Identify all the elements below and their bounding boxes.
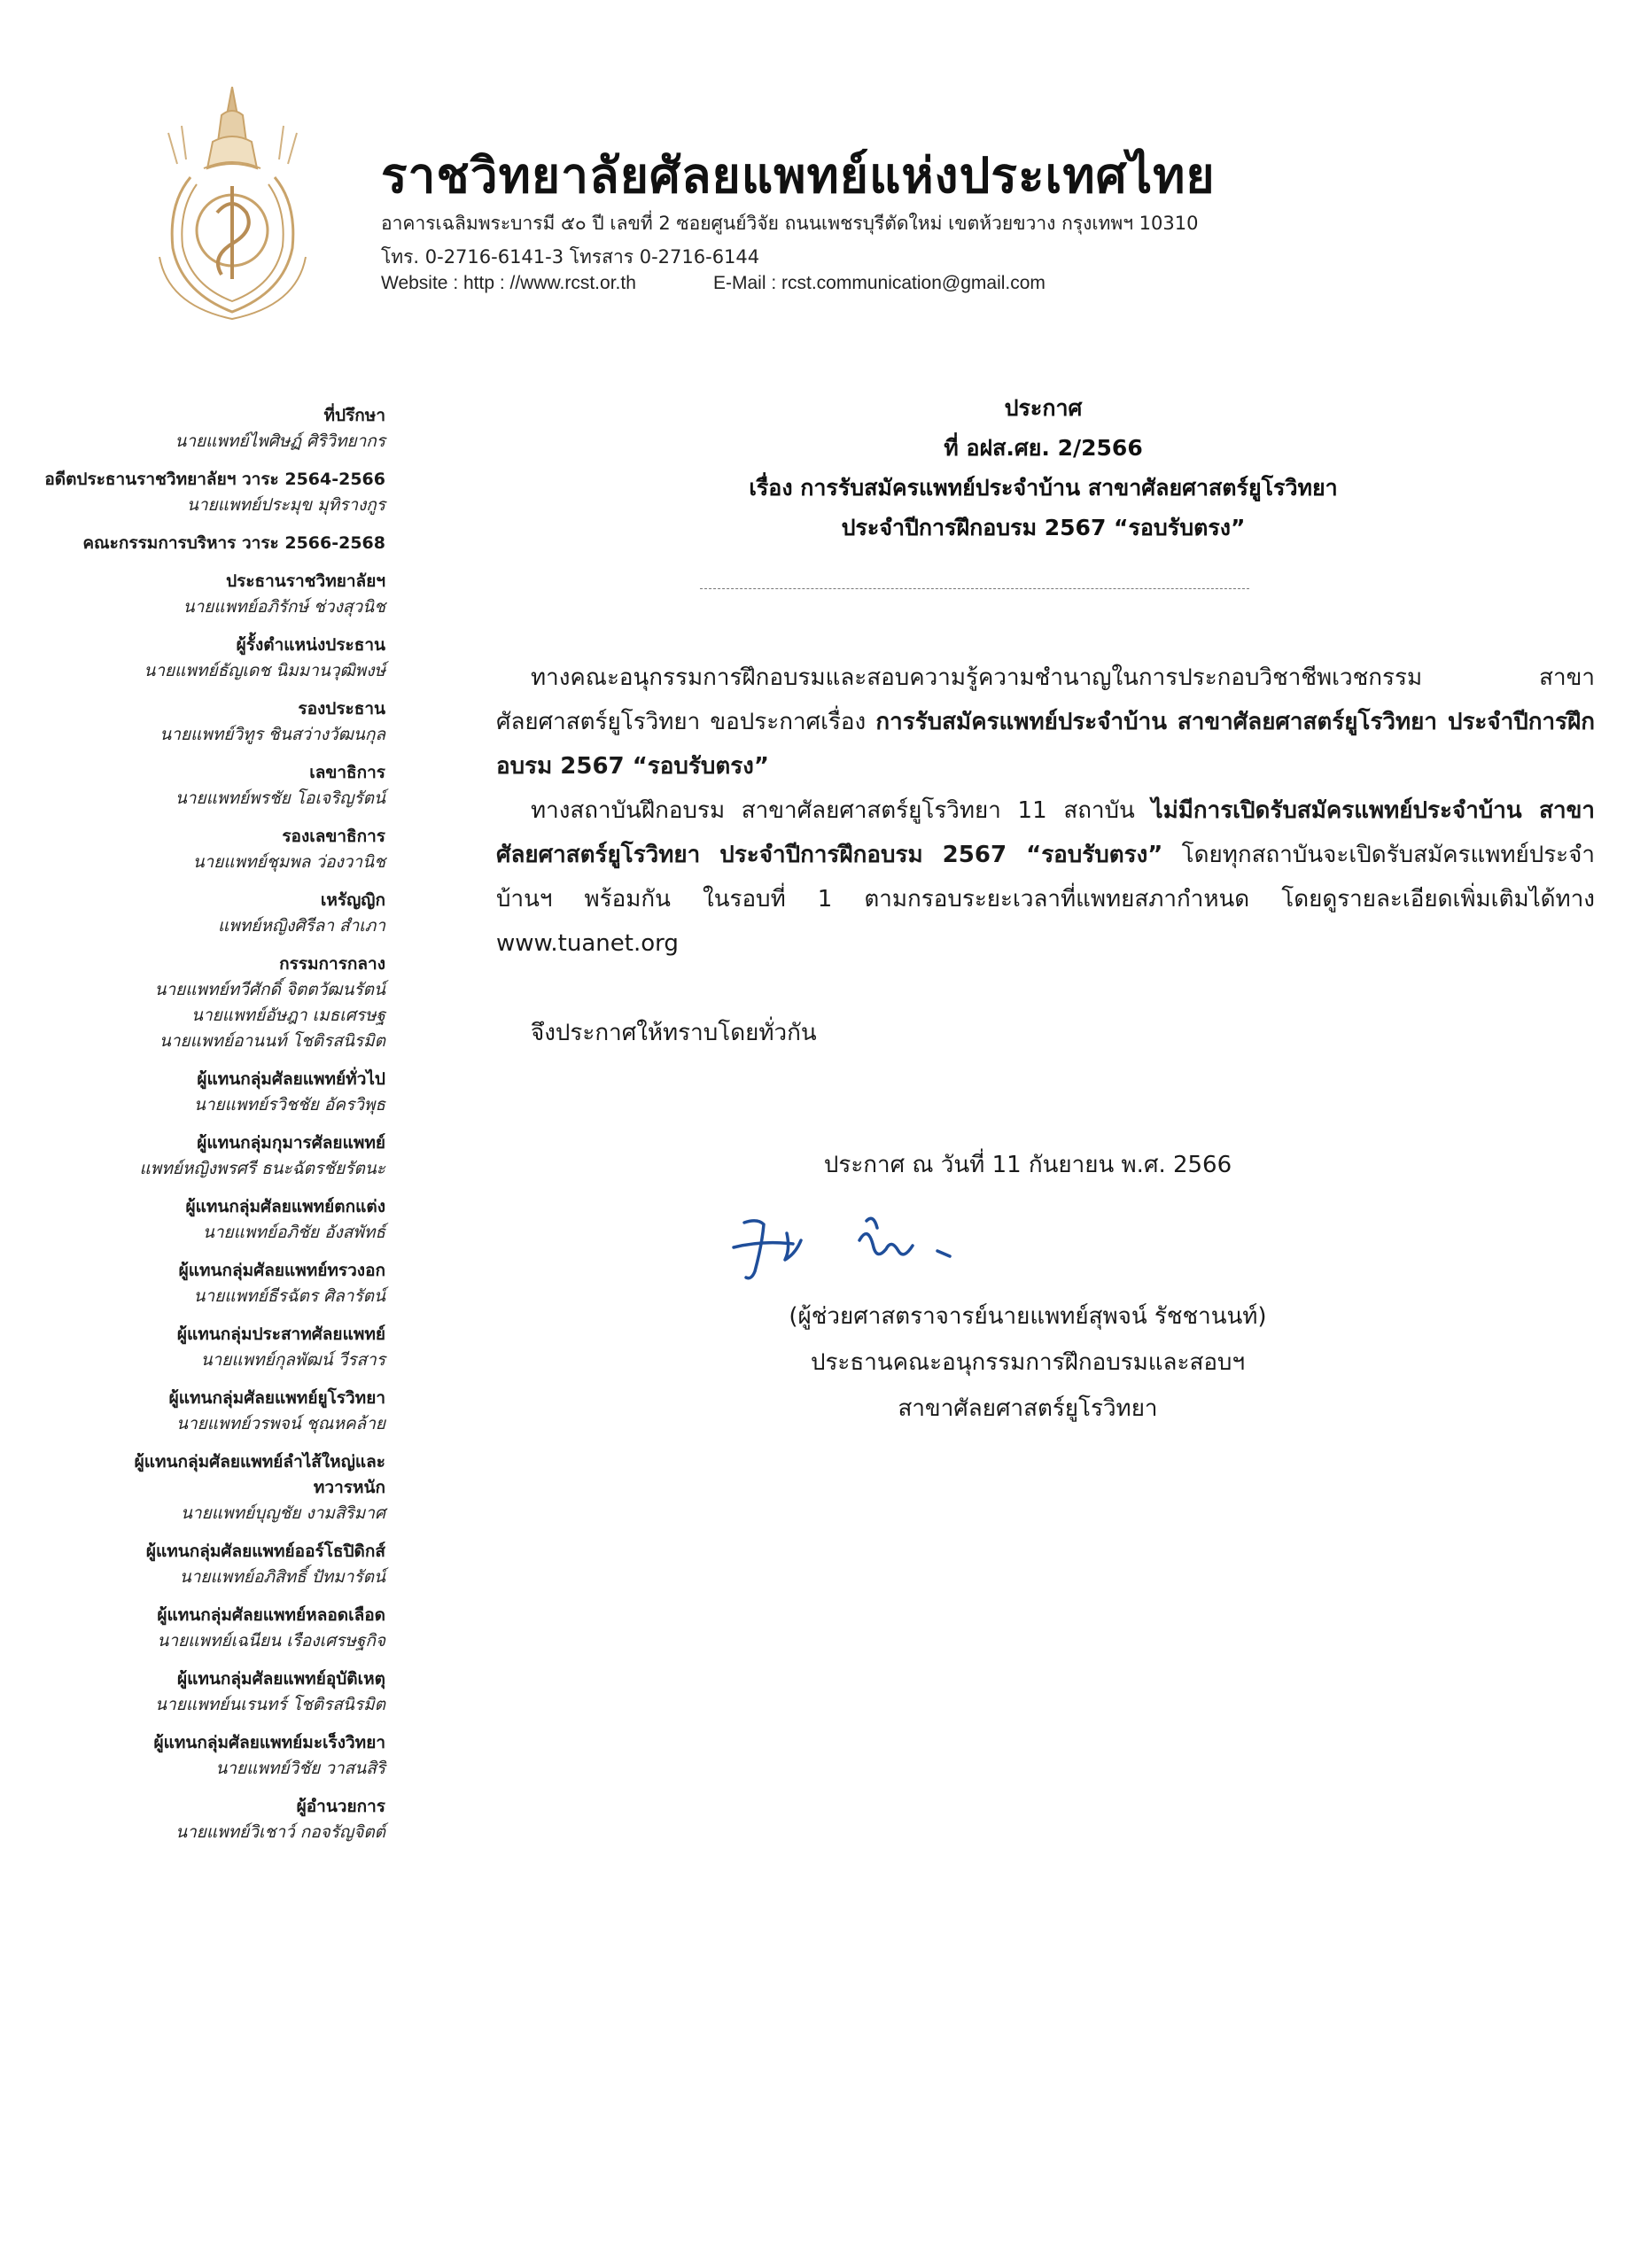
org-phone: โทร. 0-2716-6141-3 โทรสาร 0-2716-6144 [381,246,760,268]
signatory-name: (ผู้ช่วยศาสตราจารย์นายแพทย์สุพจน์ รัชชานนท์) [789,1303,1267,1330]
announcement-number: ที่ อฝส.ศย. 2/2566 [944,435,1143,461]
paragraph-1-text: ทางคณะอนุกรรมการฝึกอบรมและสอบความรู้ความชำนาญในการประกอบวิชาชีพเวชกรรม สาขาศัลยศาสตร์ยูโรวิทยา ขอประกาศเรื่อง [496,664,1595,735]
paragraph-1-bold: การรับสมัครแพทย์ประจำบ้าน สาขาศัลยศาสตร์ยูโรวิทยา ประจำปีการฝึกอบรม 2567 “รอบรับตรง” [496,709,1595,780]
signatory-department: สาขาศัลยศาสตร์ยูโรวิทยา [898,1395,1158,1422]
committee-title: ผู้แทนกลุ่มศัลยแพทย์ทรวงอก [178,1261,385,1280]
paragraph-1 [496,656,1595,788]
committee-group [13,1258,385,1309]
committee-member-name: นายแพทย์ธีรฉัตร ศิลารัตน์ [193,1286,385,1306]
committee-title: เลขาธิการ [309,763,385,782]
committee-title: ประธานราชวิทยาลัยฯ [226,571,385,591]
org-website: Website : http : //www.rcst.or.th [381,273,636,293]
org-name: ราชวิทยาลัยศัลยแพทย์แห่งประเทศไทย [381,147,1216,204]
rcst-seal-icon [142,80,323,323]
committee-member-name: นายแพทย์ประมุข มุทิรางกูร [186,495,385,515]
committee-group [13,1539,385,1590]
committee-group [13,696,385,748]
committee-member-name: นายแพทย์วรพจน์ ชุณหคล้าย [176,1414,385,1433]
committee-group [13,1322,385,1373]
announcement-title: ประกาศ [1004,395,1083,421]
committee-member-name: นายแพทย์อานนท์ โชติรสนิรมิต [159,1031,385,1051]
committee-member-name: นายแพทย์พรชัย โอเจริญรัตน์ [175,788,385,808]
committee-member-name: นายแพทย์ชุมพล ว่องวานิช [192,852,385,872]
committee-title: ผู้แทนกลุ่มศัลยแพทย์มะเร็งวิทยา [153,1733,385,1752]
committee-member-name: นายแพทย์เฉนียน เรืองเศรษฐกิจ [157,1631,385,1651]
committee-member-name: นายแพทย์อภิรักษ์ ช่วงสุวนิช [183,597,385,617]
committee-title: ผู้แทนกลุ่มศัลยแพทย์ลำไส้ใหญ่และ ทวารหนัก [134,1452,385,1497]
committee-title: กรรมการกลาง [279,954,385,974]
committee-member-name: นายแพทย์กุลพัฒน์ วีรสาร [200,1350,385,1370]
committee-title: รองเลขาธิการ [282,827,385,846]
committee-title: เหรัญญิก [320,890,385,910]
committee-sidebar [13,403,385,1858]
committee-group [13,1666,385,1718]
committee-group [13,951,385,1054]
committee-title: ผู้แทนกลุ่มศัลยแพทย์ทั่วไป [197,1069,385,1089]
committee-member-name: นายแพทย์อัษฎา เมธเศรษฐ [190,1006,385,1025]
committee-title: ผู้แทนกลุ่มศัลยแพทย์ตกแต่ง [185,1197,385,1216]
announcement-subject: เรื่อง การรับสมัครแพทย์ประจำบ้าน สาขาศัลยศาสตร์ยูโรวิทยา [749,475,1338,501]
committee-member-name: นายแพทย์ทวีศักดิ์ จิตตวัฒนรัตน์ [154,980,385,999]
paragraph-2-text: ทางสถาบันฝึกอบรม สาขาศัลยศาสตร์ยูโรวิทยา 11 สถาบัน [531,797,1152,824]
org-address: อาคารเฉลิมพระบารมี ๕๐ ปี เลขที่ 2 ซอยศูนย์วิจัย ถนนเพชรบุรีตัดใหม่ เขตห้วยขวาง กรุงเทพฯ 10310 [381,213,1199,234]
committee-group [13,1130,385,1182]
committee-member-name: นายแพทย์บุญชัย งามสิริมาศ [180,1503,385,1523]
committee-member-name: นายแพทย์รวิชชัย อัครวิพุธ [193,1095,385,1115]
paragraph-2 [496,788,1595,966]
committee-group [13,633,385,684]
committee-group [13,1730,385,1782]
committee-group [13,1449,385,1526]
committee-member-name: นายแพทย์นเรนทร์ โชติรสนิรมิต [155,1695,385,1714]
committee-group [13,531,385,556]
handwritten-signature [709,1205,1037,1285]
committee-member-name: แพทย์หญิงพรศรี ธนะฉัตรชัยรัตนะ [139,1159,385,1178]
committee-title: ผู้แทนกลุ่มกุมารศัลยแพทย์ [197,1133,385,1153]
committee-title: คณะกรรมการบริหาร วาระ 2566-2568 [82,533,385,553]
committee-group [13,1603,385,1654]
signature-block [709,1143,1347,1432]
committee-group [13,467,385,518]
committee-group [13,1194,385,1246]
signature-date: ประกาศ ณ วันที่ 11 กันยายน พ.ศ. 2566 [823,1152,1232,1178]
committee-group [13,1386,385,1437]
announcement-body [496,656,1595,966]
committee-group [13,403,385,454]
committee-title: ผู้แทนกลุ่มศัลยแพทย์อุบัติเหตุ [177,1669,385,1689]
org-contact [381,273,1046,294]
announcement-subject-line2: ประจำปีการฝึกอบรม 2567 “รอบรับตรง” [841,515,1246,540]
committee-title: รองประธาน [298,699,385,718]
committee-member-name: นายแพทย์ไพศิษฏ์ ศิริวิทยากร [175,431,385,451]
divider [700,588,1249,589]
committee-member-name: นายแพทย์วิเชาว์ กอจรัญจิตต์ [175,1822,385,1842]
signatory-position: ประธานคณะอนุกรรมการฝึกอบรมและสอบฯ [810,1349,1246,1376]
committee-title: ผู้แทนกลุ่มศัลยแพทย์ออร์โธปิดิกส์ [145,1542,385,1561]
committee-member-name: นายแพทย์วิชัย วาสนสิริ [215,1759,385,1778]
committee-title: ผู้แทนกลุ่มศัลยแพทย์ยูโรวิทยา [168,1388,385,1408]
committee-member-name: นายแพทย์อภิสิทธิ์ ปัทมารัตน์ [179,1567,385,1587]
committee-member-name: นายแพทย์อภิชัย อังสพัทธ์ [202,1223,385,1242]
closing-line: จึงประกาศให้ทราบโดยทั่วกัน [531,1020,817,1046]
committee-title: ผู้อำนวยการ [296,1797,385,1816]
committee-group [13,824,385,875]
committee-title: ที่ปรึกษา [323,406,385,425]
paragraph-2-end: โดยทุกสถาบันจะเปิดรับสมัครแพทย์ประจำบ้านฯ พร้อมกัน ในรอบที่ 1 ตามกรอบระยะเวลาที่แพทยสภากำหนด โดยดูรายละเอียดเพิ่มเติมได้ทาง www.tuanet.org [496,842,1595,957]
org-email: E-Mail : rcst.communication@gmail.com [713,273,1046,293]
committee-member-name: นายแพทย์ธัญเดช นิมมานวุฒิพงษ์ [144,661,385,680]
committee-title: อดีตประธานราชวิทยาลัยฯ วาระ 2564-2566 [44,470,385,489]
paragraph-2-bold: ไม่มีการเปิดรับสมัครแพทย์ประจำบ้าน สาขาศัลยศาสตร์ยูโรวิทยา ประจำปีการฝึกอบรม 2567 “รอบรับตรง” [496,797,1595,868]
committee-member-name: นายแพทย์วิทูร ชินสว่างวัฒนกุล [159,725,385,744]
committee-title: ผู้รั้งตำแหน่งประธาน [236,635,385,655]
committee-title: ผู้แทนกลุ่มศัลยแพทย์หลอดเลือด [157,1605,385,1625]
committee-group [13,569,385,620]
committee-title: ผู้แทนกลุ่มประสาทศัลยแพทย์ [176,1324,385,1344]
committee-group [13,760,385,812]
committee-group [13,888,385,939]
committee-group [13,1794,385,1845]
announcement-heading [496,388,1590,548]
committee-member-name: แพทย์หญิงศิรีลา สำเภา [218,916,385,936]
committee-group [13,1067,385,1118]
